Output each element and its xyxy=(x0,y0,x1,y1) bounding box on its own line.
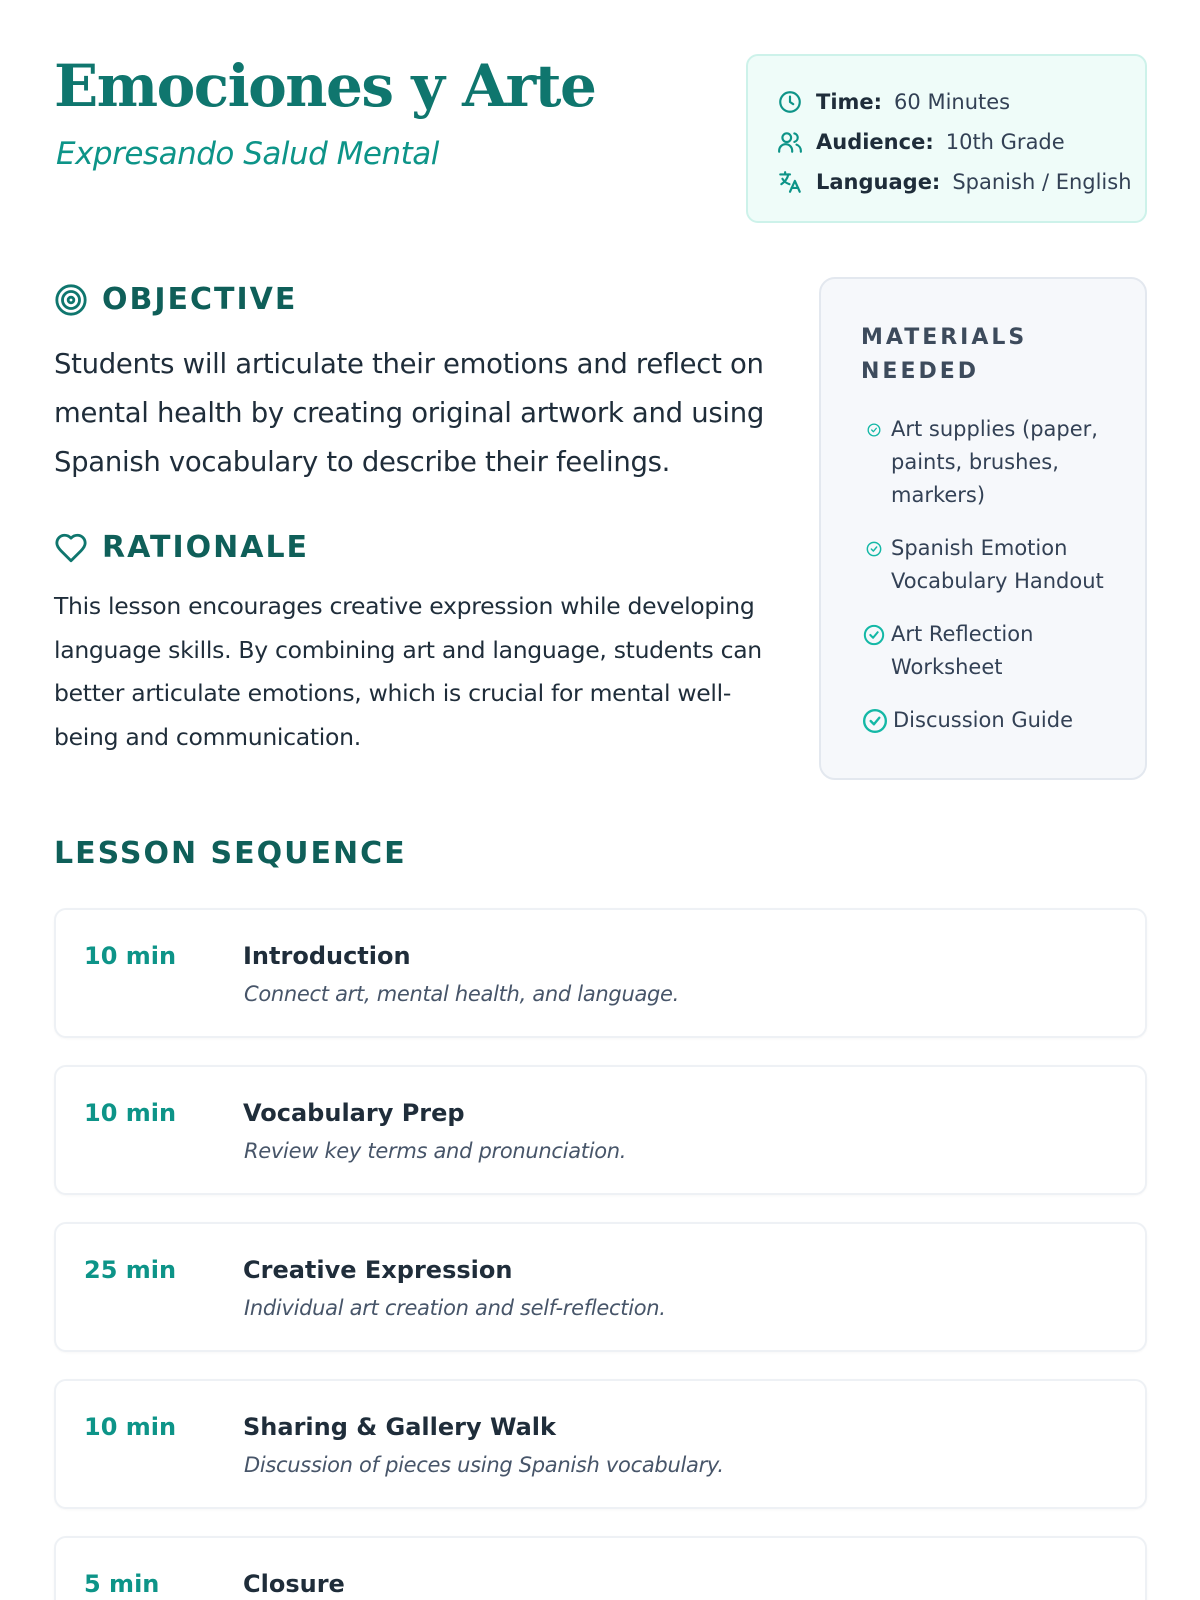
objective-heading xyxy=(54,282,297,317)
sequence-step xyxy=(54,908,1147,1038)
check-circle-icon xyxy=(861,532,887,565)
translate-icon xyxy=(776,168,804,196)
step-description: Review key terms and pronunciation. xyxy=(244,1139,627,1163)
step-duration: 5 min xyxy=(84,1570,160,1598)
step-title: Closure xyxy=(243,1570,345,1598)
step-duration: 10 min xyxy=(84,1413,177,1441)
heart-icon xyxy=(54,531,88,565)
meta-language xyxy=(776,162,1145,202)
step-title: Sharing & Gallery Walk xyxy=(243,1413,556,1441)
page-subtitle: Expresando Salud Mental xyxy=(56,136,439,172)
materials-title: MATERIALS NEEDED xyxy=(861,325,1028,384)
check-circle-icon xyxy=(861,618,887,651)
check-circle-icon xyxy=(861,413,887,446)
meta-audience-value: 10th Grade xyxy=(945,130,1065,154)
sequence-step xyxy=(54,1536,1147,1600)
materials-item xyxy=(861,413,1125,512)
step-duration: 25 min xyxy=(84,1256,177,1284)
lesson-meta-box xyxy=(746,54,1147,223)
step-description: Discussion of pieces using Spanish vocabulary. xyxy=(244,1453,724,1477)
meta-time-label: Time: xyxy=(816,90,883,114)
materials-item-text: Discussion Guide xyxy=(893,708,1074,732)
materials-item-text: Art supplies (paper, paints, brushes, markers) xyxy=(891,417,1098,507)
lesson-sequence-list xyxy=(54,908,1147,1600)
check-circle-icon xyxy=(861,704,889,737)
materials-item-text: Spanish Emotion Vocabulary Handout xyxy=(891,536,1104,593)
materials-item xyxy=(861,532,1125,598)
step-title: Vocabulary Prep xyxy=(243,1099,465,1127)
meta-time-value: 60 Minutes xyxy=(894,90,1011,114)
meta-audience-label: Audience: xyxy=(816,130,934,154)
page-title: Emociones y Arte xyxy=(54,52,596,120)
objective-heading-label: OBJECTIVE xyxy=(102,282,298,317)
rationale-text: This lesson encourages creative expression while developing language skills. By combining art and language, students can better articulate emotions, which is crucial for mental well-being and communication. xyxy=(54,592,762,751)
meta-language-label: Language: xyxy=(816,170,941,194)
lesson-sequence-heading: LESSON SEQUENCE xyxy=(54,836,407,871)
materials-box xyxy=(819,277,1147,780)
step-description: Individual art creation and self-reflection. xyxy=(244,1296,666,1320)
objective-text: Students will articulate their emotions and reflect on mental health by creating original artwork and using Spanish vocabulary to describe their feelings. xyxy=(54,348,764,478)
materials-item xyxy=(861,704,1125,737)
users-icon xyxy=(776,128,804,156)
sequence-step xyxy=(54,1065,1147,1195)
sequence-step xyxy=(54,1222,1147,1352)
clock-icon xyxy=(776,88,804,116)
meta-audience xyxy=(776,122,1145,162)
target-icon xyxy=(54,283,88,317)
rationale-heading-label: RATIONALE xyxy=(102,530,310,565)
sequence-step xyxy=(54,1379,1147,1509)
materials-item-text: Art Reflection Worksheet xyxy=(891,622,1034,679)
step-title: Creative Expression xyxy=(243,1256,513,1284)
rationale-heading xyxy=(54,530,309,565)
meta-language-value: Spanish / English xyxy=(952,170,1132,194)
materials-list xyxy=(861,413,1125,737)
meta-time xyxy=(776,82,1145,122)
step-title: Introduction xyxy=(243,942,411,970)
step-duration: 10 min xyxy=(84,1099,177,1127)
materials-item xyxy=(861,618,1125,684)
step-description: Connect art, mental health, and language. xyxy=(244,982,680,1006)
step-duration: 10 min xyxy=(84,942,177,970)
